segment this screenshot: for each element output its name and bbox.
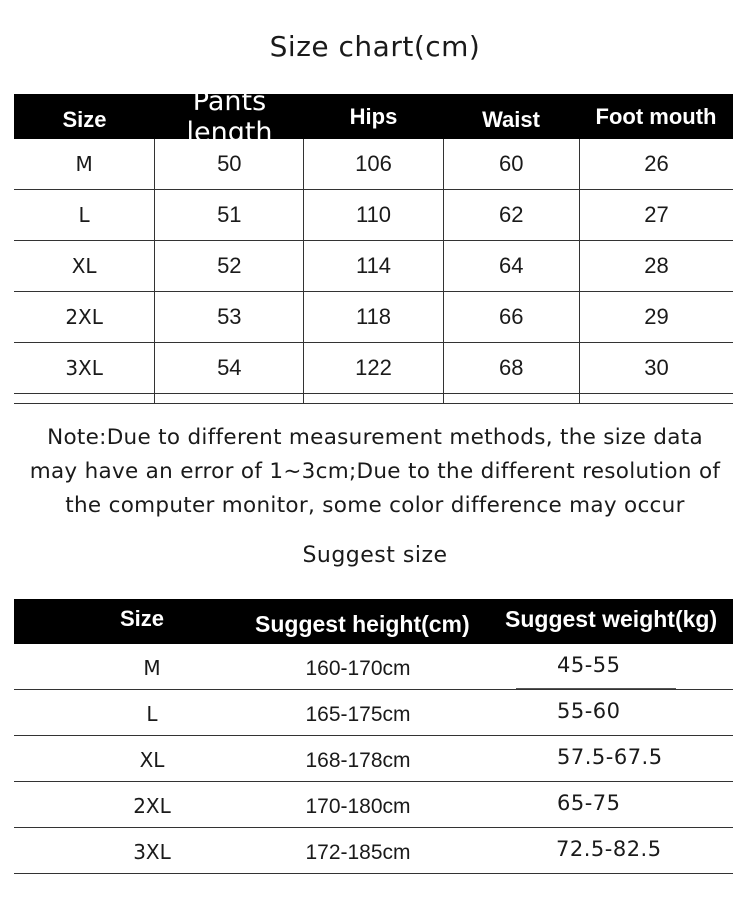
- cell-hips: 106: [304, 139, 443, 189]
- cell-foot-mouth: 26: [644, 151, 669, 176]
- measurement-note: [0, 421, 750, 523]
- cell-hips: 114: [304, 241, 443, 291]
- cell-size: M: [14, 139, 155, 189]
- table-row: [14, 736, 733, 782]
- cell-weight: 65-75: [557, 791, 621, 815]
- cell-waist: 64: [444, 241, 580, 291]
- cell-size: M: [143, 656, 161, 680]
- note-line: Note:Due to different measurement methods, the size data: [47, 425, 703, 450]
- header-suggest-weight: Suggest weight(kg): [505, 606, 718, 632]
- table-row: [14, 343, 733, 394]
- size-chart-header: [14, 85, 733, 148]
- size-chart-table: [14, 85, 733, 404]
- cell-height: 160-170cm: [305, 657, 411, 680]
- header-pants-length: Pants length: [186, 85, 273, 148]
- table-row-empty: [14, 394, 733, 404]
- divider: [516, 688, 676, 689]
- cell-hips: 118: [304, 292, 443, 342]
- cell-foot-mouth: 28: [644, 253, 669, 278]
- cell-pants-length: 51: [155, 190, 304, 240]
- cell-weight: 45-55: [557, 653, 621, 677]
- cell-height: 165-175cm: [305, 703, 411, 726]
- cell-weight: 72.5-82.5: [556, 837, 662, 861]
- suggest-size-title: Suggest size: [302, 543, 448, 568]
- table-row: [14, 139, 733, 190]
- cell-size: L: [14, 190, 155, 240]
- cell-waist: 68: [444, 343, 580, 393]
- header-foot-mouth: Foot mouth: [595, 103, 717, 129]
- header-hips: Hips: [349, 103, 398, 129]
- cell-pants-length: 53: [155, 292, 304, 342]
- cell-size: XL: [14, 241, 155, 291]
- table-row: [14, 828, 733, 874]
- cell-foot-mouth: 29: [644, 304, 669, 329]
- cell-height: 172-185cm: [305, 841, 411, 864]
- cell-size: 2XL: [133, 794, 171, 818]
- table-row: [14, 190, 733, 241]
- size-chart-title: Size chart(cm): [269, 30, 481, 63]
- cell-waist: 66: [444, 292, 580, 342]
- table-row: [14, 241, 733, 292]
- cell-waist: 60: [444, 139, 580, 189]
- cell-size: XL: [139, 748, 165, 772]
- suggest-size-table: [14, 599, 733, 874]
- suggest-header: [14, 599, 733, 644]
- header-suggest-height: Suggest height(cm): [255, 611, 470, 637]
- cell-size: 3XL: [14, 343, 155, 393]
- cell-weight: 57.5-67.5: [557, 745, 663, 769]
- cell-size: L: [146, 702, 158, 726]
- header-size: Size: [62, 106, 107, 132]
- cell-foot-mouth: 30: [644, 355, 669, 380]
- cell-weight: 55-60: [557, 699, 621, 723]
- cell-waist: 62: [444, 190, 580, 240]
- cell-height: 170-180cm: [305, 795, 411, 818]
- note-line: the computer monitor, some color difference may occur: [65, 493, 685, 518]
- table-row: [14, 292, 733, 343]
- table-row: [14, 690, 733, 736]
- header-waist: Waist: [482, 106, 540, 132]
- cell-height: 168-178cm: [305, 749, 411, 772]
- note-line: may have an error of 1~3cm;Due to the different resolution of: [29, 459, 721, 484]
- cell-foot-mouth: 27: [644, 202, 669, 227]
- cell-pants-length: 54: [155, 343, 304, 393]
- cell-hips: 110: [304, 190, 443, 240]
- header-size: Size: [119, 606, 165, 631]
- cell-size: 3XL: [133, 840, 171, 864]
- table-row: [14, 782, 733, 828]
- cell-size: 2XL: [14, 292, 155, 342]
- table-row: [14, 644, 733, 690]
- cell-pants-length: 52: [155, 241, 304, 291]
- cell-pants-length: 50: [155, 139, 304, 189]
- cell-hips: 122: [304, 343, 443, 393]
